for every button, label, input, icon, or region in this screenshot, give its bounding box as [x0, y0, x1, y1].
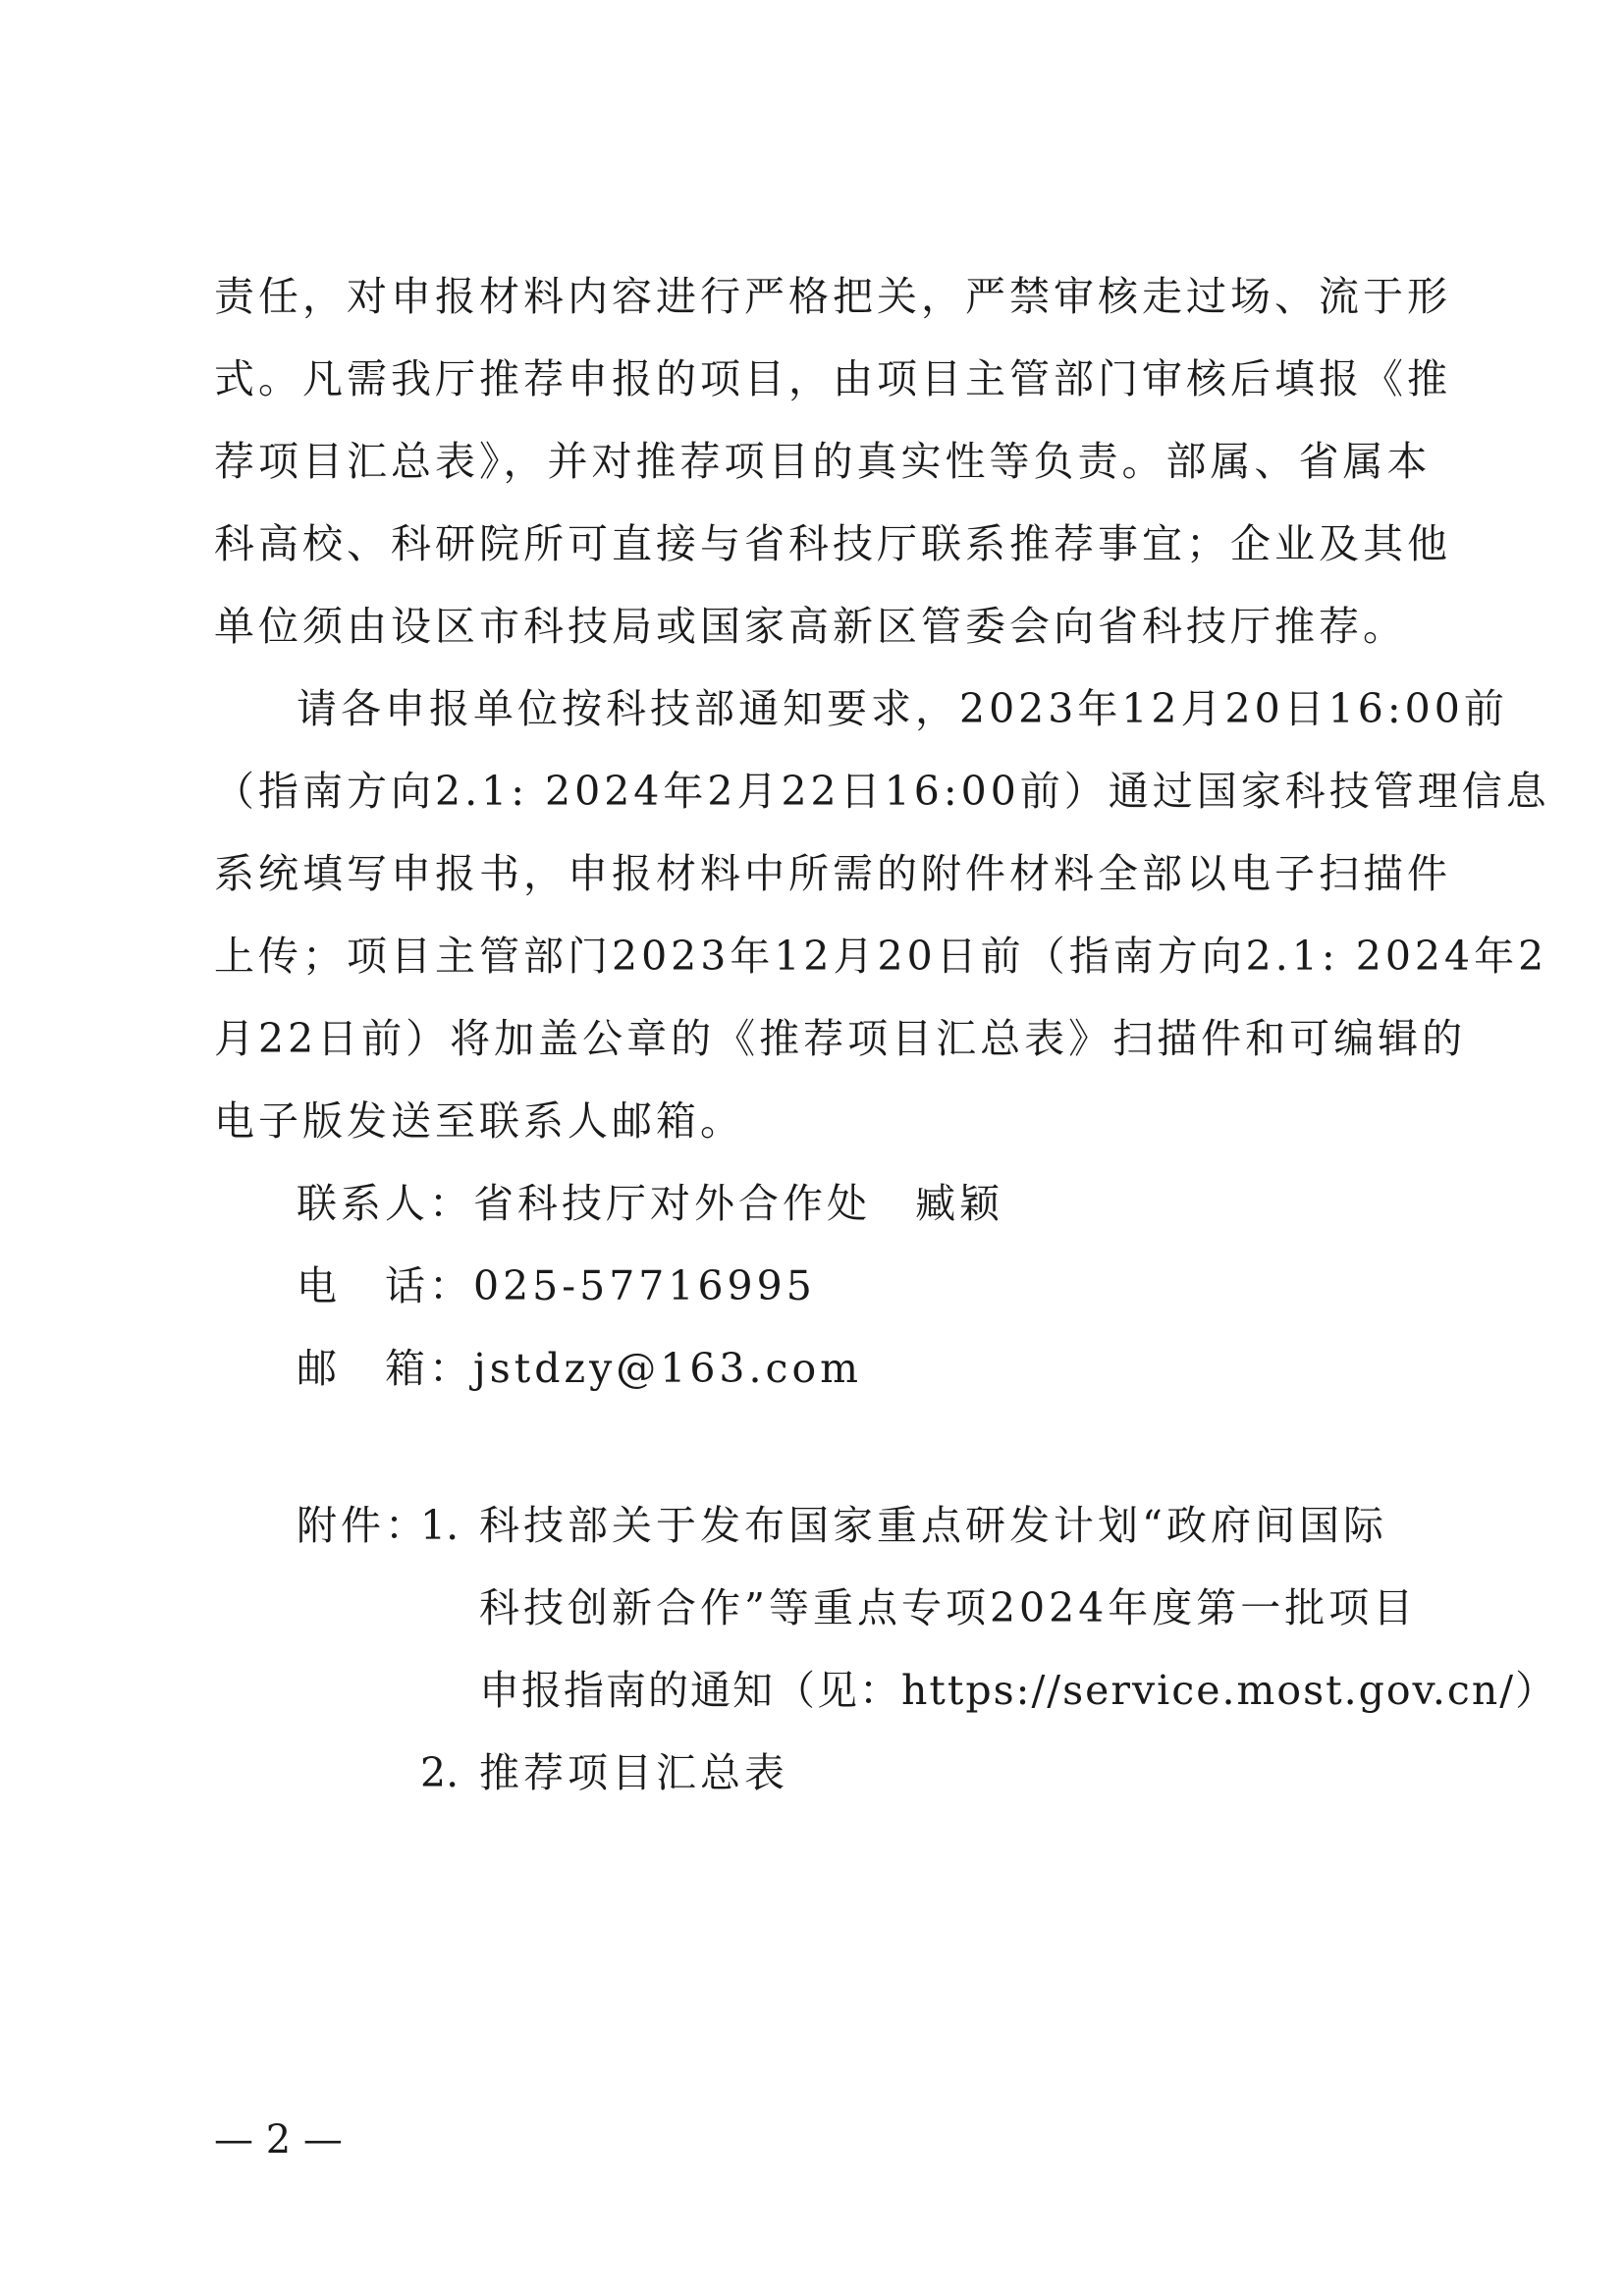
contact-email-value: jstdzy@163.com	[473, 1345, 863, 1392]
attachment-2-number: 2.	[420, 1749, 460, 1796]
paragraph-line: 荐项目汇总表》，并对推荐项目的真实性等负责。部属、省属本	[214, 438, 1432, 485]
paragraph-line: 责任，对申报材料内容进行严格把关，严禁审核走过场、流于形	[214, 273, 1451, 320]
paragraph-line: 请各申报单位按科技部通知要求，2023年12月20日16:00前	[297, 685, 1508, 732]
paragraph-line: （指南方向2.1: 2024年2月22日16:00前）通过国家科技管理信息	[214, 768, 1550, 815]
attachment-1-line: 科技部关于发布国家重点研发计划“政府间国际	[479, 1502, 1387, 1549]
paragraph-line: 科高校、科研院所可直接与省科技厅联系推荐事宜；企业及其他	[214, 520, 1451, 567]
contact-person-label: 联系人：	[297, 1180, 473, 1227]
attachments-label: 附件：	[297, 1502, 429, 1549]
attachment-2-text: 推荐项目汇总表	[479, 1749, 788, 1796]
contact-phone-label: 电 话：	[297, 1262, 473, 1309]
paragraph-line: 单位须由设区市科技局或国家高新区管委会向省科技厅推荐。	[214, 603, 1407, 650]
attachment-1-line: 申报指南的通知（见：https://service.most.gov.cn/）	[479, 1667, 1558, 1714]
paragraph-line: 电子版发送至联系人邮箱。	[214, 1097, 744, 1145]
paragraph-line: 式。凡需我厅推荐申报的项目，由项目主管部门审核后填报《推	[214, 355, 1451, 402]
contact-email	[297, 1329, 1278, 1408]
attachment-1-line: 科技创新合作”等重点专项2024年度第一批项目	[479, 1584, 1418, 1631]
paragraph-line: 月22日前）将加盖公章的《推荐项目汇总表》扫描件和可编辑的	[214, 1015, 1467, 1062]
contact-phone	[297, 1247, 1278, 1325]
paragraph-line: 系统填写申报书，申报材料中所需的附件材料全部以电子扫描件	[214, 850, 1451, 897]
contact-person	[297, 1164, 1278, 1243]
attachment-1-number: 1.	[420, 1502, 460, 1549]
contact-person-value: 省科技厅对外合作处 臧颖	[473, 1180, 1003, 1227]
page-number: — 2 —	[214, 2117, 343, 2163]
paragraph-line: 上传；项目主管部门2023年12月20日前（指南方向2.1: 2024年2	[214, 933, 1548, 980]
contact-phone-value: 025-57716995	[473, 1262, 816, 1309]
contact-email-label: 邮 箱：	[297, 1345, 473, 1392]
